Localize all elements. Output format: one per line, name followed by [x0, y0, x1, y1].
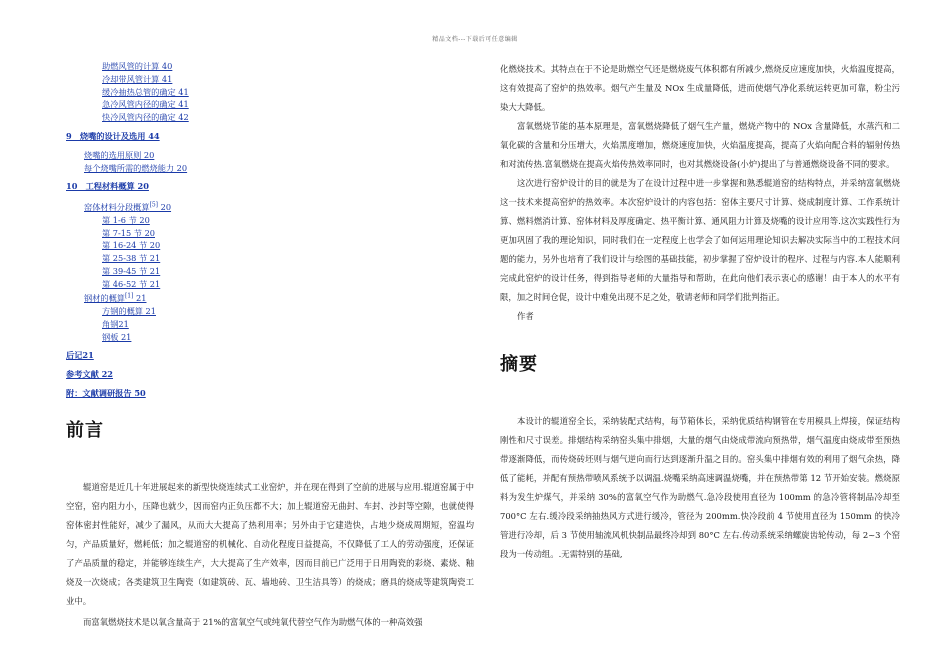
toc-item[interactable]: 第 7-15 节 20 [102, 227, 155, 238]
preface-paragraph: 而富氧燃烧技术是以氧含量高于 21%的富氧空气或纯氧代替空气作为助燃气体的一种高效强 [83, 616, 423, 627]
toc-item[interactable]: 第 16-24 节 20 [102, 240, 161, 251]
toc-item[interactable]: 角钢21 [102, 318, 129, 329]
toc-item[interactable]: 冷却带风管计算 41 [102, 73, 173, 84]
body-paragraph: 化燃烧技术。其特点在于不论是助燃空气还是燃烧废气体积都有所减少,燃烧反应速度加快，火焰温度提高，这有效提高了窑炉的热效率。烟气产生量及 NOx 生成量降低，进而使烟气净化系统运转更加可靠，粉尘污染大大降低。 [500, 64, 900, 112]
toc-item[interactable]: 急冷风管内径的确定 41 [102, 99, 189, 110]
toc-item-kiln-body[interactable]: 窑体材料分段概算[5] 20 [84, 201, 172, 212]
toc-section-10[interactable]: 10 工程材料概算 20 [66, 181, 149, 192]
toc-item[interactable]: 第 25-38 节 21 [102, 253, 161, 264]
abstract-paragraph: 本设计的辊道窑全长，采纳装配式结构，每节箱体长，采纳优质结构钢管在专用模具上焊接，保证结构刚性和尺寸误差。排烟结构采纳窑头集中排烟，大量的烟气由烧成带流向预热带，烟气温度由烧成带至预热带逐渐降低，而传烧砖坯则与烟气逆向而行达到逐渐升温之目的。窑头集中排烟有效的利用了烟气余热，降低了能耗，并配有预热带喷风系统予以调温.烧嘴采纳高速调温烧嘴，并在预热带第 12 节开始安装。燃烧原料为发生炉煤气，并采纳 30%的富氧空气作为助燃气.急冷段使用直径为 100mm 的急冷管将制品冷却至 700°C 左右.缓冷段采纳抽热风方式进行缓冷，管径为 200mm.快冷段前 4 节使用直径为 150mm 的快冷管进行冷却，后 3 节使用轴流风机快制品最终冷却到 80°C 左右.传动系统采纳螺旋齿轮传动，每 2~3 个窑段为一传动组。.无需特别的基础, [500, 416, 900, 559]
toc-item[interactable]: 钢板 21 [102, 331, 132, 342]
preface-heading: 前言 [66, 419, 104, 441]
toc-item[interactable]: 方钢的概算 21 [102, 306, 156, 317]
toc-item[interactable]: 第 1-6 节 20 [102, 214, 150, 225]
body-paragraph: 富氧燃烧节能的基本原理是，富氧燃烧降低了烟气生产量，燃烧产物中的 NOx 含量降低，水蒸汽和二氧化碳的含量和分压增大，火焰黑度增加，燃烧速度加快，火焰温度提高，提高了火焰向配合料的辐射传热和对流传热.富氧燃烧在提高火焰传热效率同时，也对其燃烧设备(小炉)提出了与普通燃烧设备不同的要求。 [500, 121, 900, 169]
toc-postscript[interactable]: 后记21 [66, 350, 94, 361]
body-paragraph: 这次进行窑炉设计的目的就是为了在设计过程中进一步掌握和熟悉辊道窑的结构特点，并采纳富氧燃烧这一技术来提高窑炉的热效率。本次窑炉设计的内容包括：窑体主要尺寸计算、烧成制度计算、工作系统计算、燃料燃消计算、窑体材料及厚度确定、热平衡计算、通风阻力计算及烧嘴的设计应用等.这次实践性行为更加巩固了我的理论知识，同时我们在一定程度上也学会了如何运用理论知识去解决实际当中的工程技术问题的能力，另外也培育了我们设计与绘图的基础技能，初步掌握了窑炉设计的程序、过程与内容.本人能顺利完成此窑炉的设计任务，得到指导老师的大量指导和帮助，在此向他们表示衷心的感谢！由于本人的水平有限，加之时间仓促，设计中难免出现不足之处，敬请老师和同学们批判指正。 [500, 178, 900, 302]
toc-item[interactable]: 每个烧嘴所需的燃烧能力 20 [84, 162, 188, 173]
author-signature: 作者 [517, 311, 534, 321]
toc-section-9[interactable]: 9 烧嘴的设计及选用 44 [66, 130, 160, 141]
left-column [66, 60, 474, 632]
toc-references[interactable]: 参考文献 22 [66, 369, 113, 380]
page-header: 精品文档---下载后可任意编辑 [432, 36, 518, 43]
toc-item-steel[interactable]: 钢材的概算[1] 21 [84, 292, 147, 304]
abstract-heading: 摘要 [500, 354, 538, 375]
preface-paragraph: 辊道窑是近几十年进展起来的新型快烧连续式工业窑炉，并在现在得到了空前的进展与应用.辊道窑属于中空窑，窑内阻力小，压降也就少，因而窑内正负压都不大；加上辊道窑无曲封、车封、沙封等空隙，也就使得窑体密封性能好，减少了漏风，从而大大提高了热利用率；另外由于它建造快，占地少烧成周期短，窑温均匀，产品质量好，燃耗低；加之辊道窑的机械化、自动化程度日益提高，不仅降低了工人的劳动强度，还保证了产品质量的稳定，并能够连续生产，大大提高了生产效率，因而目前已广泛用于日用陶瓷的彩烧、素烧、釉烧及一次烧成；各类建筑卫生陶瓷（如建筑砖、瓦、墙地砖、卫生洁具等）的烧成；磨具的烧成等建筑陶瓷工业中。 [66, 481, 474, 606]
toc-item[interactable]: 第 46-52 节 21 [102, 278, 161, 289]
toc-item[interactable]: 助燃风管的计算 40 [102, 61, 173, 71]
right-column [500, 60, 900, 564]
toc-item[interactable]: 第 39-45 节 21 [102, 265, 161, 276]
toc-item[interactable]: 缓冷抽热总管的确定 41 [102, 86, 189, 97]
toc-appendix[interactable]: 附：文献调研报告 50 [66, 388, 146, 398]
toc-item[interactable]: 快冷风管内径的确定 42 [102, 112, 189, 123]
toc-item[interactable]: 烧嘴的选用原则 20 [84, 149, 155, 160]
table-of-contents [66, 60, 474, 400]
